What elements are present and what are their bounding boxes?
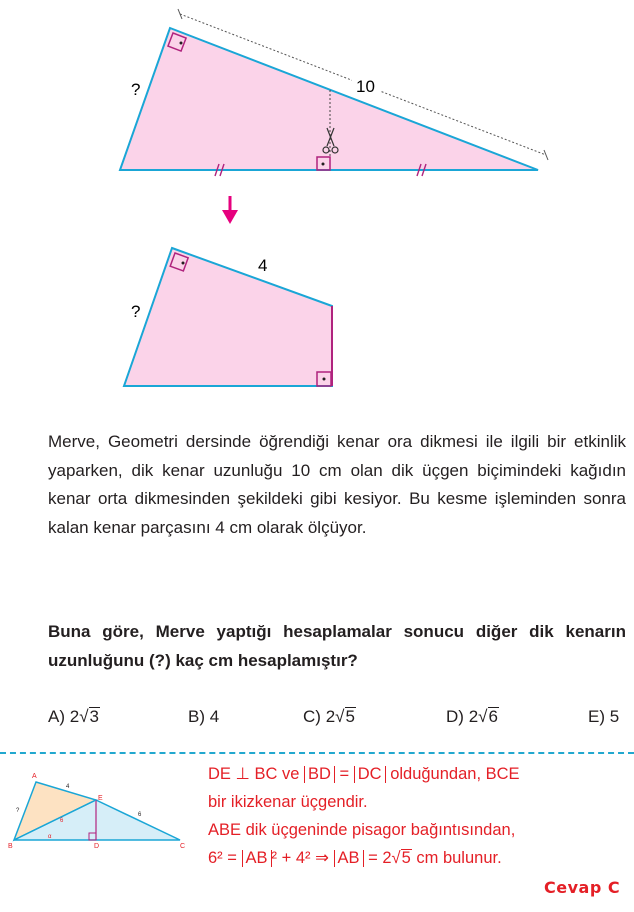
sqrt-icon: √ — [391, 849, 401, 867]
choice-d-letter: D) — [446, 707, 464, 726]
solution-label-a: A — [32, 773, 37, 780]
top-triangle-figure — [0, 0, 634, 240]
problem-question: Buna göre, Merve yaptığı hesaplamalar sonucu diğer dik kenarın uzunluğunu (?) kaç cm hesaplamıştır? — [48, 622, 626, 670]
solution-line-2: bir ikizkenar üçgendir. — [208, 793, 368, 811]
solution-label-e: E — [98, 795, 103, 802]
choice-e-value: 5 — [609, 707, 620, 726]
choice-d[interactable] — [446, 704, 499, 730]
choice-a[interactable] — [48, 704, 100, 730]
choice-e[interactable] — [588, 704, 619, 730]
top-side-label: 4 — [258, 256, 268, 275]
choice-a-coef: 2 — [69, 707, 80, 726]
choice-b-letter: B) — [188, 707, 205, 726]
choice-b[interactable] — [188, 704, 219, 730]
abs-dc: DC — [354, 766, 386, 783]
choice-b-value: 4 — [209, 707, 220, 726]
solution-angle-mark: α — [48, 834, 52, 840]
choice-c-coef: 2 — [325, 707, 336, 726]
solution-label-c: C — [180, 843, 186, 850]
abs-ab: AB — [242, 850, 272, 867]
solution-line-3: ABE dik üçgeninde pisagor bağıntısından, — [208, 821, 516, 839]
unknown-side-label-bottom: ? — [131, 302, 141, 321]
sqrt-icon: √ — [478, 707, 488, 726]
choice-e-letter: E) — [588, 707, 605, 726]
arrow-down-icon — [222, 196, 238, 224]
choice-c-letter: C) — [303, 707, 321, 726]
choice-d-coef: 2 — [468, 707, 479, 726]
choice-c-radicand: 5 — [345, 707, 355, 726]
choice-a-radicand: 3 — [89, 707, 100, 726]
choice-d-radicand: 6 — [488, 707, 498, 726]
solution-label-b: B — [8, 843, 13, 850]
solution-label-be: 6 — [60, 818, 64, 824]
choice-c[interactable] — [303, 704, 356, 730]
sqrt-icon: √ — [335, 707, 345, 726]
solution-label-ae: 4 — [66, 784, 70, 790]
solution-label-ab: ? — [16, 808, 20, 814]
answer-label: Cevap C — [544, 878, 621, 897]
solution-label-d: D — [94, 843, 100, 850]
solution-label-ec: 6 — [138, 812, 142, 818]
abs-ab-2: AB — [334, 850, 364, 867]
solution-line-1: DE ⊥ BC ve BD = DC olduğundan, BCE — [208, 765, 520, 783]
sqrt-icon: √ — [79, 707, 89, 726]
bottom-trapezoid-figure — [0, 240, 634, 400]
solution-figure — [0, 760, 200, 860]
remaining-piece — [124, 248, 332, 386]
unknown-side-label: ? — [131, 80, 141, 99]
solution-line-4: 6² = AB ² + 4² ⇒ AB = 2√5 cm bulunur. — [208, 849, 502, 867]
problem-paragraph: Merve, Geometri dersinde öğrendiği kenar ora dikmesi ile ilgili bir etkinlik yaparken, dik kenar uzunluğu 10 cm olan dik üçgen biçimindeki kağıdın kenar orta dikmesinden şekildeki gibi kesiyor. Bu kesme işleminden sonra kalan kenar parçasını 4 cm olarak ölçüyor. — [48, 432, 626, 537]
choice-a-letter: A) — [48, 707, 65, 726]
solution-divider — [0, 752, 634, 754]
abs-bd: BD — [304, 766, 335, 783]
hypotenuse-label: 10 — [356, 77, 375, 96]
